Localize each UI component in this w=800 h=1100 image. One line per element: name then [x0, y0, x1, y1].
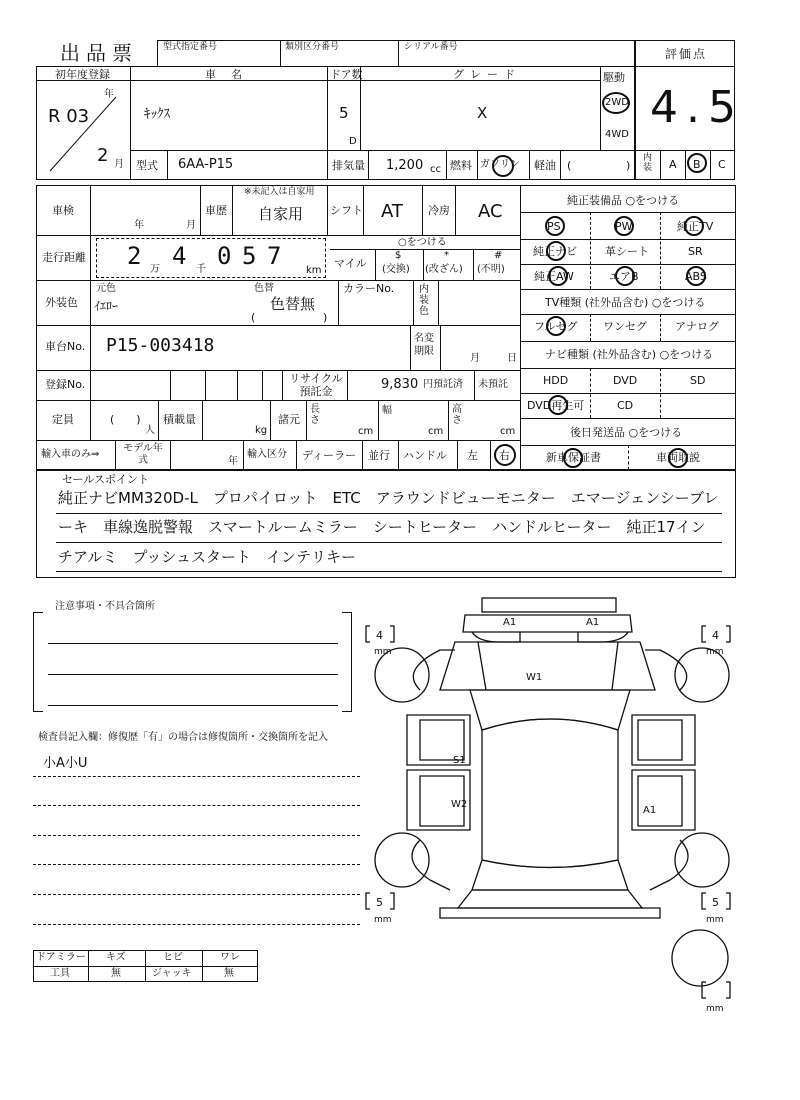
caution-bracket-left [33, 612, 43, 712]
displacement-label: 排気量 [332, 159, 365, 172]
fuel-gas-circle [492, 155, 514, 177]
fuel-paren-close: ) [626, 159, 631, 172]
drive-2wd: 2WD [605, 97, 629, 108]
load-unit: kg [255, 425, 268, 436]
import-parallel: 並行 [368, 449, 390, 462]
displacement-value: 1,200 [386, 158, 424, 173]
mileage-unknown: (不明) [477, 264, 505, 275]
fuel-paren-open: ( [567, 159, 572, 172]
genuine-label: 純正装備品 ○をつける [567, 194, 680, 207]
sales-line-2: ーキ 車線逸脱警報 スマートルームミラー シートヒーター ハンドルヒーター 純正17イン [58, 518, 706, 536]
reg-month-unit: 月 [114, 159, 124, 170]
interior-color-label: 内装色 [419, 284, 429, 317]
opt-ps-circle [545, 216, 565, 236]
dims-width-unit: cm [428, 426, 444, 437]
dims-height-unit: cm [500, 426, 516, 437]
opt-pw-circle [614, 216, 634, 236]
mileage-digit-4: 5 [242, 242, 257, 270]
tv-type-label: TV種類 (社外品含む) ○をつける [545, 296, 706, 309]
fuel-label: 燃料 [450, 159, 472, 172]
mileage-digit-3: 0 [217, 242, 232, 270]
dims-height-label: 高さ [452, 404, 462, 426]
opt-airbag: エアB [609, 270, 639, 283]
doors-label: ドア数 [330, 68, 363, 81]
tread-front-right: 4 [712, 629, 719, 642]
inspection-month-unit: 月 [186, 220, 196, 231]
recycle-label: リサイクル預託金 [289, 372, 343, 398]
opt-navi: 純正ナビ [533, 245, 577, 258]
shift-value: AT [381, 201, 403, 222]
table-r0-c1: キズ [106, 952, 126, 963]
navi-cd: CD [617, 399, 634, 412]
tv-fullseg-circle [546, 316, 566, 336]
reg-month-value: 2 [97, 145, 109, 166]
interior-grade-c: C [718, 158, 726, 171]
capacity-paren: ( ) [110, 413, 141, 426]
displacement-cc: cc [430, 164, 441, 175]
tread-rear-left-unit: mm [374, 915, 392, 925]
opt-leather: 革シート [605, 245, 649, 258]
color-no-label: カラーNo. [343, 282, 395, 295]
history-label: 車歴 [205, 204, 227, 217]
reg-slash [46, 95, 120, 175]
fuel-gasoline: ガソリン [480, 159, 520, 170]
later-label: 後日発送品 ○をつける [570, 426, 683, 439]
handle-right: 右 [499, 449, 510, 462]
mileage-mile: マイル [334, 257, 367, 270]
inspector-text: 小A小U [43, 756, 88, 771]
tread-rear-right: 5 [712, 896, 719, 909]
opt-sr: SR [688, 245, 703, 258]
orig-color-value: ｲｴﾛｰ [94, 299, 119, 313]
table-r1-c2: ジャッキ [152, 968, 192, 979]
opt-aw: 純正AW [534, 270, 574, 283]
sales-points-label: セールスポイント [62, 473, 150, 486]
mileage-exchange: (交換) [382, 264, 410, 275]
dims-label: 諸元 [278, 413, 300, 426]
grade-label: グレード [453, 68, 521, 81]
model-year-unit: 年 [228, 456, 238, 467]
import-class-label: 輸入区分 [247, 449, 287, 460]
table-r1-c0: 工具 [50, 968, 70, 979]
model-designation-label: 型式指定番号 [163, 42, 218, 52]
caution-bracket-right [342, 612, 352, 712]
shift-label: シフト [330, 204, 363, 217]
model-value: 6AA-P15 [178, 157, 234, 172]
opt-ps: PS [547, 220, 561, 233]
repaint-paren-close: ) [323, 311, 328, 324]
opt-tv: 純正TV [677, 220, 714, 233]
sales-line-1: 純正ナビMM320D-L プロパイロット ETC アラウンドビューモニター エマージェンシーブレ [58, 489, 719, 507]
interior-grade-a: A [669, 158, 677, 171]
reg-year-value: R 03 [48, 106, 90, 127]
mileage-unit-sen: 千 [196, 264, 206, 275]
recycle-paid: 円預託済 [423, 379, 463, 390]
title-change-label: 名変期限 [414, 333, 434, 357]
opt-abs-circle [686, 266, 706, 286]
dims-length-label: 長さ [310, 404, 320, 426]
table-r0-c3: ワレ [220, 952, 240, 963]
chassis-value: P15-003418 [106, 335, 215, 356]
ac-label: 冷房 [428, 204, 450, 217]
interior-grade-label: 内装 [643, 153, 653, 173]
later-manual: 車両取説 [656, 451, 700, 464]
mileage-unit-km: km [306, 265, 322, 276]
grade-value: X [477, 104, 488, 122]
car-damage-diagram [360, 590, 750, 1020]
history-note: ※未記入は自家用 [244, 187, 315, 197]
model-label: 型式 [136, 159, 158, 172]
model-year-label: モデル年式 [123, 443, 163, 466]
handle-right-circle [494, 444, 516, 466]
later-manual-circle [668, 448, 688, 468]
load-label: 積載量 [163, 413, 196, 426]
mileage-digit-5: 7 [267, 242, 282, 270]
later-warranty-circle [563, 448, 583, 468]
diagram-label-w1: W1 [526, 672, 543, 683]
drive-label: 駆動 [603, 71, 625, 84]
navi-type-label: ナビ種類 (社外品含む) ○をつける [545, 348, 714, 361]
tv-analog: アナログ [675, 320, 719, 333]
interior-b-circle [687, 153, 707, 173]
score-label: 評価点 [665, 47, 708, 61]
doors-value: 5 [339, 104, 349, 122]
opt-abs: ABS [685, 270, 707, 283]
table-r0-c2: ヒビ [163, 952, 183, 963]
tv-oneseg: ワンセグ [603, 320, 647, 333]
caution-label: 注意事項・不具合箇所 [55, 601, 155, 612]
mileage-hash: # [494, 250, 503, 261]
diagram-label-a1-right: A1 [643, 805, 657, 816]
mileage-tampered: (改ざん) [425, 264, 463, 275]
car-name-label: 車 名 [205, 68, 244, 81]
navi-hdd: HDD [543, 374, 569, 387]
mileage-star: * [444, 250, 449, 261]
inspection-year-unit: 年 [134, 220, 144, 231]
import-dealer: ディーラー [302, 449, 357, 462]
diagram-label-a1-front-left: A1 [503, 617, 517, 628]
navi-sd: SD [690, 374, 706, 387]
mileage-dollar: $ [395, 250, 402, 261]
opt-pw: PW [615, 220, 633, 233]
mileage-circle-note: ○をつける [398, 237, 447, 248]
recycle-value: 9,830 [381, 377, 419, 392]
mileage-label: 走行距離 [42, 251, 86, 264]
tread-rear-right-unit: mm [706, 915, 724, 925]
tv-fullseg: フルセグ [534, 320, 578, 333]
recycle-unpaid: 未預託 [478, 379, 508, 390]
capacity-unit: 人 [145, 425, 155, 436]
opt-aw-circle [548, 266, 568, 286]
serial-label: シリアル番号 [404, 42, 458, 52]
chassis-label: 車台No. [45, 340, 86, 353]
reg-year-unit: 年 [104, 89, 114, 100]
repaint-label: 色替 [254, 283, 274, 294]
handle-left: 左 [467, 449, 478, 462]
navi-dvd-play: DVD再生可 [527, 399, 585, 412]
dims-length-unit: cm [358, 426, 374, 437]
exterior-label: 外装色 [45, 296, 78, 309]
repaint-value: 色替無 [270, 295, 316, 313]
tread-front-left-unit: mm [374, 647, 392, 657]
ac-value: AC [478, 201, 503, 222]
diagram-label-w2: W2 [451, 799, 468, 810]
reg-no-label: 登録No. [45, 378, 86, 391]
sales-line-3: チアルミ プッシュスタート インテリキー [58, 548, 357, 566]
tread-front-left: 4 [376, 629, 383, 642]
dims-width-label: 幅 [382, 405, 392, 416]
opt-airbag-circle [615, 266, 635, 286]
header-id-box [157, 40, 635, 67]
score-value: 4.5 [650, 82, 744, 133]
inspection-label: 車検 [52, 204, 74, 217]
title-change-month: 月 [470, 353, 480, 364]
import-label: 輸入車のみ⇒ [41, 449, 100, 460]
navi-dvd-play-circle [548, 395, 568, 415]
navi-dvd: DVD [613, 374, 638, 387]
tread-rear-left: 5 [376, 896, 383, 909]
mileage-digit-2: 4 [172, 242, 187, 270]
category-label: 類別区分番号 [285, 42, 340, 52]
table-r0-c0: ドアミラー [36, 952, 86, 963]
opt-tv-circle [684, 216, 704, 236]
interior-grade-b: B [693, 158, 701, 171]
tread-front-right-unit: mm [706, 647, 724, 657]
mileage-unit-man: 万 [150, 264, 160, 275]
first-reg-label: 初年度登録 [55, 68, 110, 81]
diagram-label-a1-front-right: A1 [586, 617, 600, 628]
handle-label: ハンドル [403, 449, 447, 462]
doors-suffix: D [349, 136, 357, 147]
table-r1-c1: 無 [111, 968, 121, 979]
table-r1-c3: 無 [224, 968, 234, 979]
tread-spare-unit: mm [706, 1004, 724, 1014]
mileage-digit-1: 2 [127, 242, 142, 270]
later-warranty: 新車保証書 [546, 451, 601, 464]
drive-4wd: 4WD [605, 129, 629, 140]
form-title: 出品票 [60, 41, 138, 65]
opt-navi-circle [546, 241, 566, 261]
inspector-label: 検査員記入欄：修復歴「有」の場合は修復箇所・交換箇所を記入 [38, 732, 328, 743]
diagram-label-s1: S1 [453, 755, 466, 766]
history-value: 自家用 [258, 205, 304, 223]
fuel-diesel: 軽油 [534, 159, 556, 172]
capacity-label: 定員 [52, 413, 74, 426]
car-name-value: ｷｯｸｽ [144, 107, 170, 122]
orig-color-label: 元色 [96, 283, 116, 294]
repaint-paren-open: ( [251, 311, 256, 324]
